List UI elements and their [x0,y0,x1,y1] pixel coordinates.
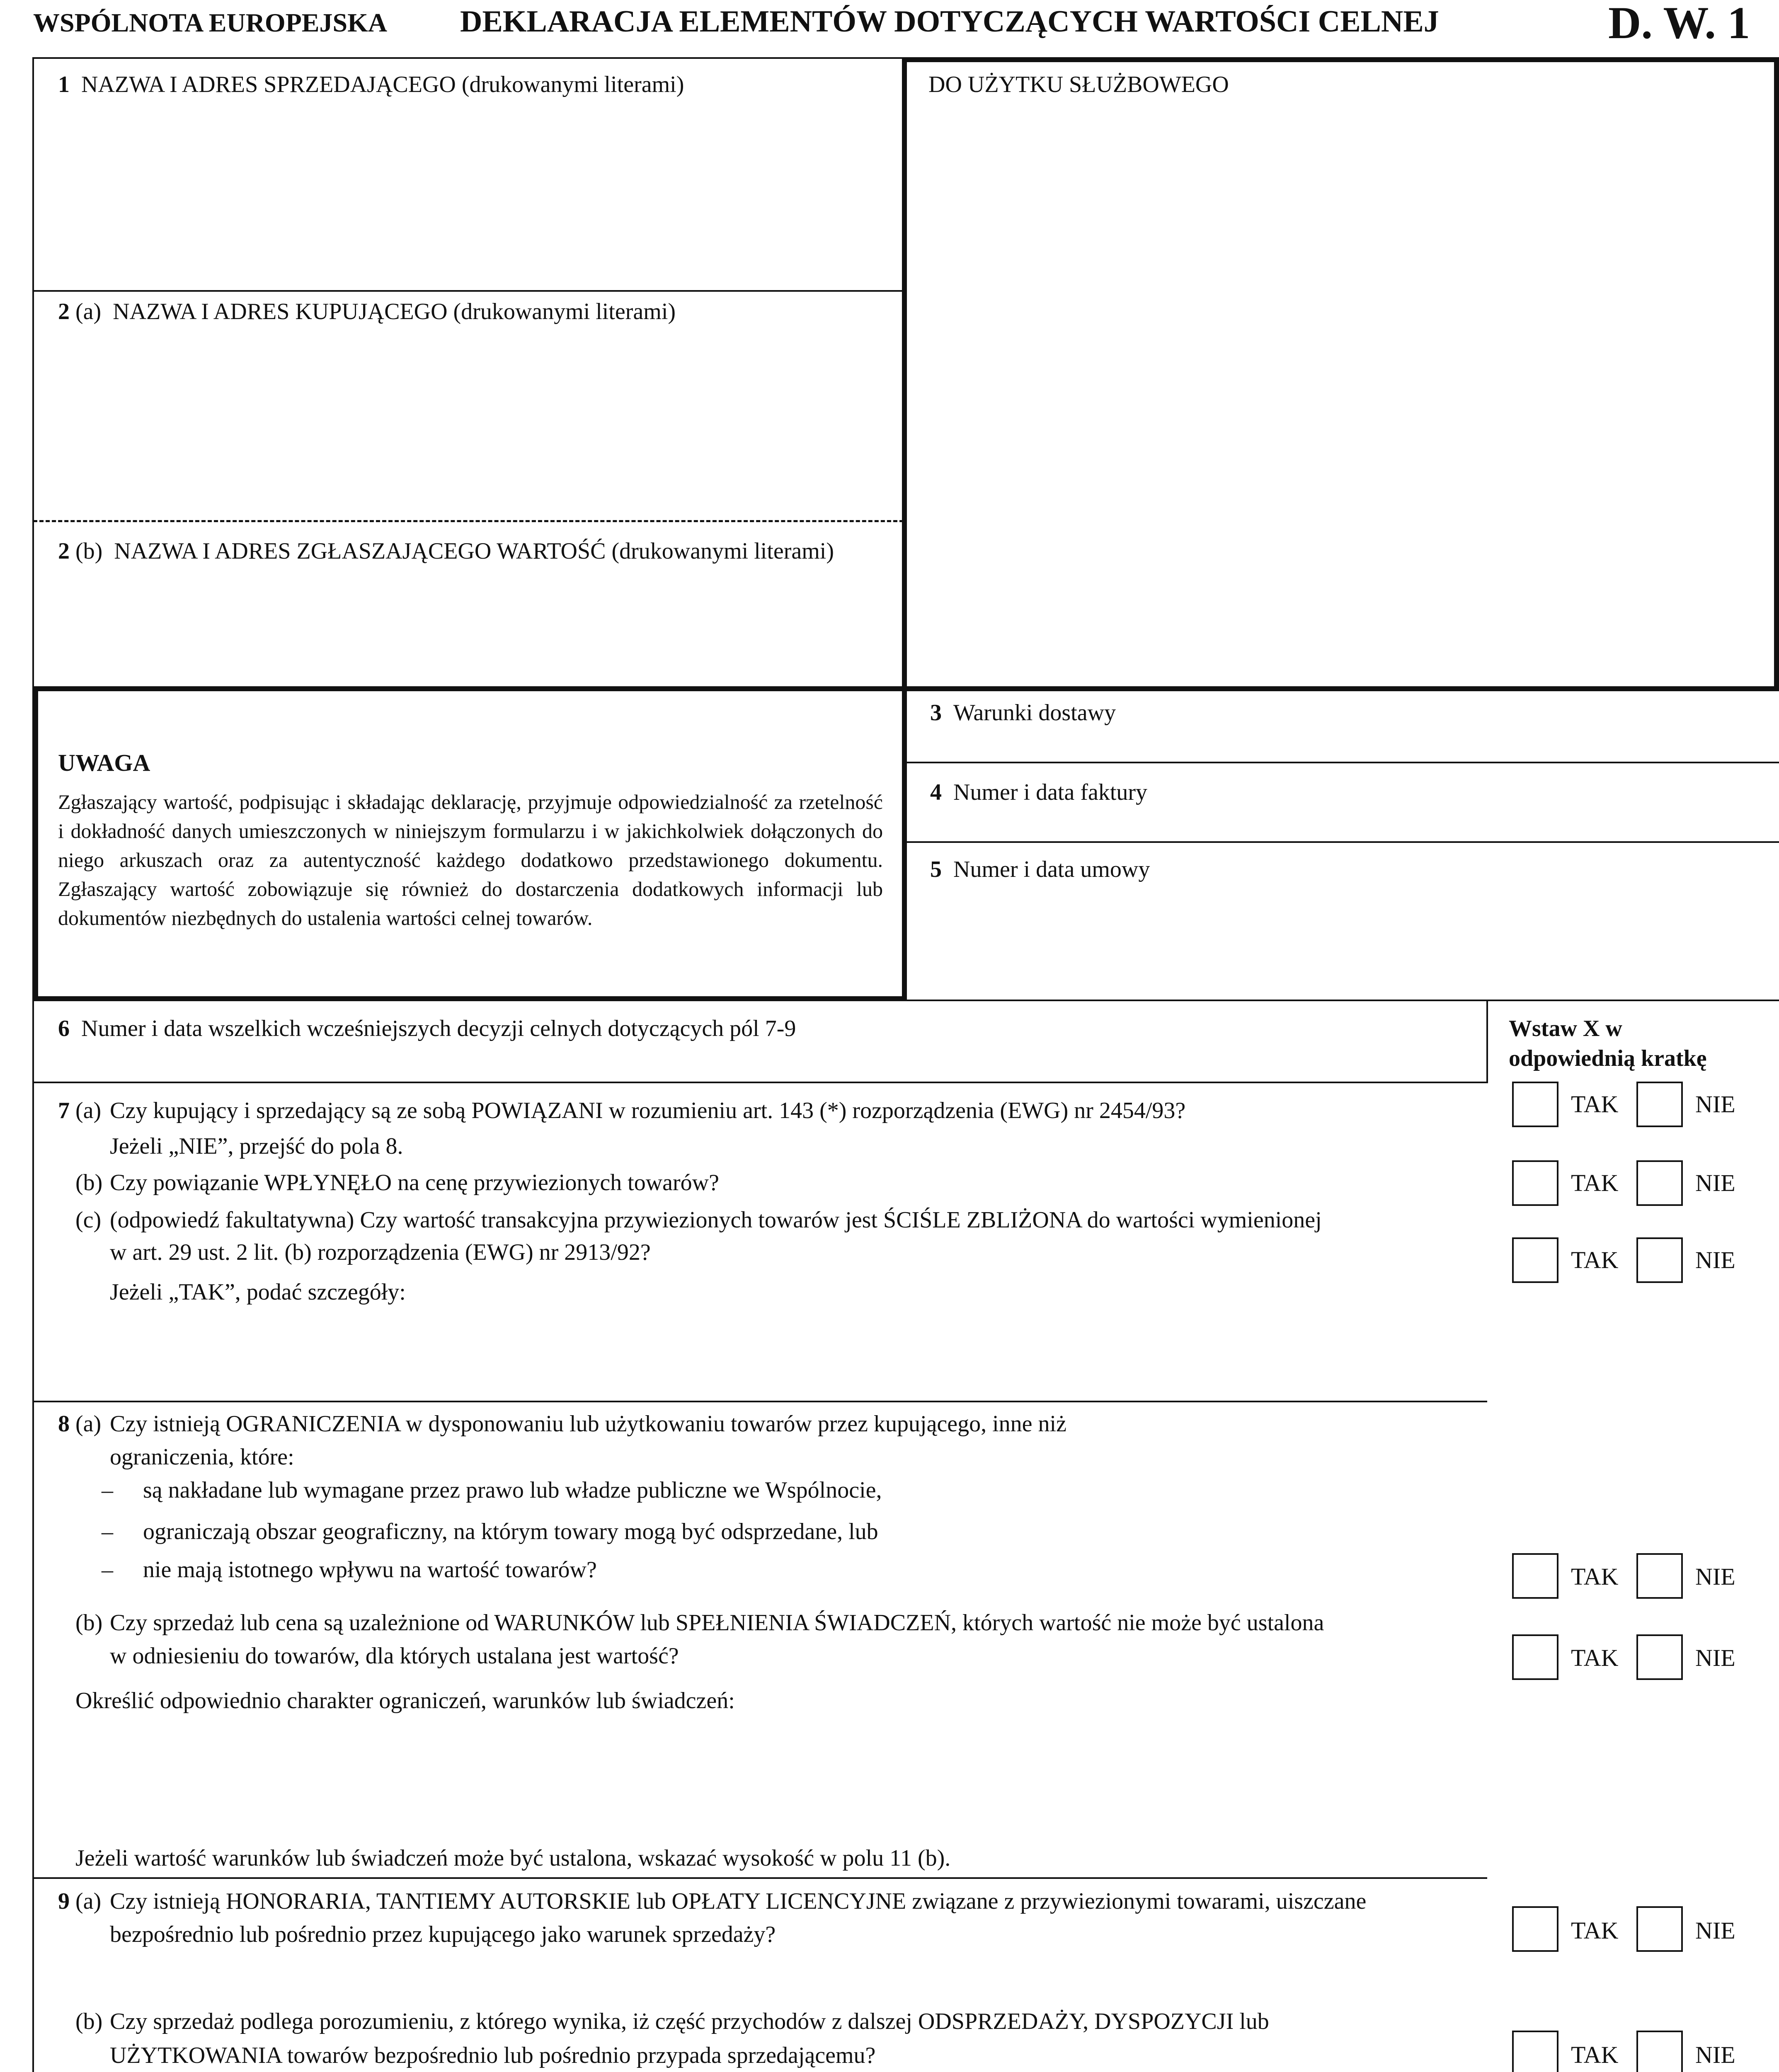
q8a-text1: Czy istnieją OGRANICZENIA w dysponowaniu lub użytkowaniu towarów przez kupującego, inne niż [110,1411,1066,1437]
box2a-text: NAZWA I ADRES KUPUJĄCEGO (drukowanymi literami) [113,299,676,324]
q7-number [58,1097,101,1124]
q9b-no-checkbox[interactable] [1636,2031,1683,2072]
notice-title: UWAGA [58,749,150,776]
box1-text: NAZWA I ADRES SPRZEDAJĄCEGO (drukowanymi literami) [81,72,684,97]
box6-text: Numer i data wszelkich wcześniejszych decyzji celnych dotyczących pól 7-9 [81,1016,796,1041]
box6-label [58,1015,796,1042]
q7a-yes-checkbox[interactable] [1512,1082,1558,1127]
q7a-text: Czy kupujący i sprzedający są ze sobą POWIĄZANI w rozumieniu art. 143 (*) rozporządzenia (EWG) nr 2454/93? [110,1098,1186,1123]
q9a-text1: Czy istnieją HONORARIA, TANTIEMY AUTORSKIE lub OPŁATY LICENCYJNE związane z przywiezionymi towarami, uiszczane [110,1888,1367,1914]
box2b-label [58,538,834,564]
q7a-sub: (a) [75,1098,102,1123]
q8a-no-label: NIE [1695,1563,1735,1590]
q8a-no-checkbox[interactable] [1636,1553,1683,1599]
q9b-text1: Czy sprzedaż podlega porozumieniu, z którego wynika, iż część przychodów z dalszej ODSPRZEDAŻY, DYSPOZYCJI lub [110,2009,1269,2034]
q9a-sub: (a) [75,1888,102,1914]
vertical-3-5 [904,686,905,1001]
box6-number: 6 [58,1016,70,1041]
q8-amount: Jeżeli wartość warunków lub świadczeń może być ustalona, wskazać wysokość w polu 11 (b). [75,1845,951,1871]
box2a-sub: (a) [75,299,102,324]
box2a-number: 2 [58,299,70,324]
q7b-text: Czy powiązanie WPŁYNĘŁO na cenę przywiezionych towarów? [110,1170,719,1196]
q7a-note: Jeżeli „NIE”, przejść do pola 8. [110,1133,403,1159]
box1-label [58,71,684,98]
q7b-no-label: NIE [1695,1169,1735,1196]
dashed-divider-2a-2b [33,520,904,522]
q8b-text2: w odniesieniu do towarów, dla których ustalana jest wartość? [110,1643,679,1669]
q8b-yes-label: TAK [1571,1644,1619,1671]
q7c-no-label: NIE [1695,1247,1735,1273]
q8b-no-checkbox[interactable] [1636,1634,1683,1680]
q8a-yes-checkbox[interactable] [1512,1553,1558,1599]
box3-number: 3 [930,700,942,726]
q9b-sub: (b) [75,2009,103,2034]
q7c-text1: (odpowiedź fakultatywna) Czy wartość transakcyjna przywiezionych towarów jest ŚCIŚLE ZBLIŻONA do wartości wymienionej [110,1207,1322,1233]
q7c-no-checkbox[interactable] [1636,1237,1683,1283]
q7b-yes-checkbox[interactable] [1512,1160,1558,1206]
q9a-text2: bezpośrednio lub pośrednio przez kupującego jako warunek sprzedaży? [110,1922,776,1947]
box3-label [930,700,1116,726]
form-title: DEKLARACJA ELEMENTÓW DOTYCZĄCYCH WARTOŚCI CELNEJ [460,5,1439,39]
notice-text: Zgłaszający wartość, podpisując i składając deklarację, przyjmuje odpowiedzialność za rzetelność i dokładność danych umieszczonych w niniejszym formularzu i w jakichkolwiek dołączonych do niego arkuszach oraz za autentyczność każdego dodatkowo przedstawionego dokumentu. Zgłaszający wartość zobowiązuje się również do dostarczenia dodatkowych informacji lub dokumentów niezbędnych do ustalenia wartości celnej towarów. [58,790,883,929]
q8a-sub: (a) [75,1411,102,1437]
q8b-no-label: NIE [1695,1644,1735,1671]
q7a-yes-label: TAK [1571,1091,1619,1118]
q8-bullet1: są nakładane lub wymagane przez prawo lub władze publiczne we Wspólnocie, [143,1477,882,1503]
box2b-sub: (b) [75,538,103,564]
q9b-no-label: NIE [1695,2041,1735,2068]
q7a-no-checkbox[interactable] [1636,1082,1683,1127]
q7c-text2: w art. 29 ust. 2 lit. (b) rozporządzenia (EWG) nr 2913/92? [110,1239,651,1265]
q8-bullet2: ograniczają obszar geograficzny, na którym towary mogą być odsprzedane, lub [143,1519,878,1544]
q9-number [58,1888,101,1915]
q8-bullet3: nie mają istotnego wpływu na wartość towarów? [143,1557,597,1583]
box1-number: 1 [58,72,70,97]
form-code: D. W. 1 [1608,0,1750,48]
q7b-yes-label: TAK [1571,1169,1619,1196]
divider-top-6 [32,1000,1779,1001]
q8-number [58,1411,101,1437]
q8b-yes-checkbox[interactable] [1512,1634,1558,1680]
q8a-text2: ograniczenia, które: [110,1444,294,1470]
box5-number: 5 [930,857,942,882]
q7b-no-checkbox[interactable] [1636,1160,1683,1206]
mark-instruction-line2: odpowiednią kratkę [1509,1046,1707,1071]
box2a-label [58,298,676,325]
box4-number: 4 [930,779,942,805]
box2b-text: NAZWA I ADRES ZGŁASZAJĄCEGO WARTOŚĆ (drukowanymi literami) [114,538,834,564]
divider-4-5 [904,841,1779,843]
q7c-sub: (c) [75,1207,102,1233]
q8-bullet3-dash: – [102,1557,113,1583]
q8-bullet1-dash: – [102,1477,113,1503]
q9b-yes-checkbox[interactable] [1512,2031,1558,2072]
q9a-no-label: NIE [1695,1917,1735,1944]
q7b-sub: (b) [75,1170,103,1196]
q8-num: 8 [58,1411,70,1437]
q7c-note: Jeżeli „TAK”, podać szczegóły: [110,1279,406,1305]
q8-bullet2-dash: – [102,1519,113,1544]
q8-specify: Określić odpowiednio charakter ograniczeń, warunków lub świadczeń: [75,1688,735,1714]
box4-label [930,779,1147,806]
box3-text: Warunki dostawy [953,700,1116,726]
q8a-yes-label: TAK [1571,1563,1619,1590]
divider-3-4 [904,762,1779,763]
q7c-yes-checkbox[interactable] [1512,1237,1558,1283]
q9b-text2: UŻYTKOWANIA towarów bezpośrednio lub pośrednio przypada sprzedającemu? [110,2043,876,2068]
q8b-sub: (b) [75,1610,103,1636]
divider-7-8 [32,1401,1487,1402]
q8b-text1: Czy sprzedaż lub cena są uzależnione od WARUNKÓW lub SPEŁNIENIA ŚWIADCZEŃ, których wartość nie może być ustalona [110,1610,1324,1636]
divider-1-2a [32,290,903,292]
q9a-no-checkbox[interactable] [1636,1906,1683,1952]
q9a-yes-checkbox[interactable] [1512,1906,1558,1952]
header-community: WSPÓLNOTA EUROPEJSKA [33,8,388,37]
box2b-number: 2 [58,538,70,564]
q7-num: 7 [58,1098,70,1123]
box5-label [930,856,1150,883]
q7a-no-label: NIE [1695,1091,1735,1118]
divider-6-7 [32,1082,1487,1083]
box5-text: Numer i data umowy [953,857,1150,882]
official-use-box [902,57,1779,691]
official-use-label: DO UŻYTKU SŁUŻBOWEGO [928,72,1229,97]
box4-text: Numer i data faktury [953,779,1148,805]
q9-num: 9 [58,1888,70,1914]
divider-8-9 [32,1877,1487,1879]
q7c-yes-label: TAK [1571,1247,1619,1273]
q9a-yes-label: TAK [1571,1917,1619,1944]
mark-instruction-line1: Wstaw X w [1509,1016,1622,1041]
q9b-yes-label: TAK [1571,2041,1619,2068]
vertical-6-mark [1486,1000,1488,1083]
